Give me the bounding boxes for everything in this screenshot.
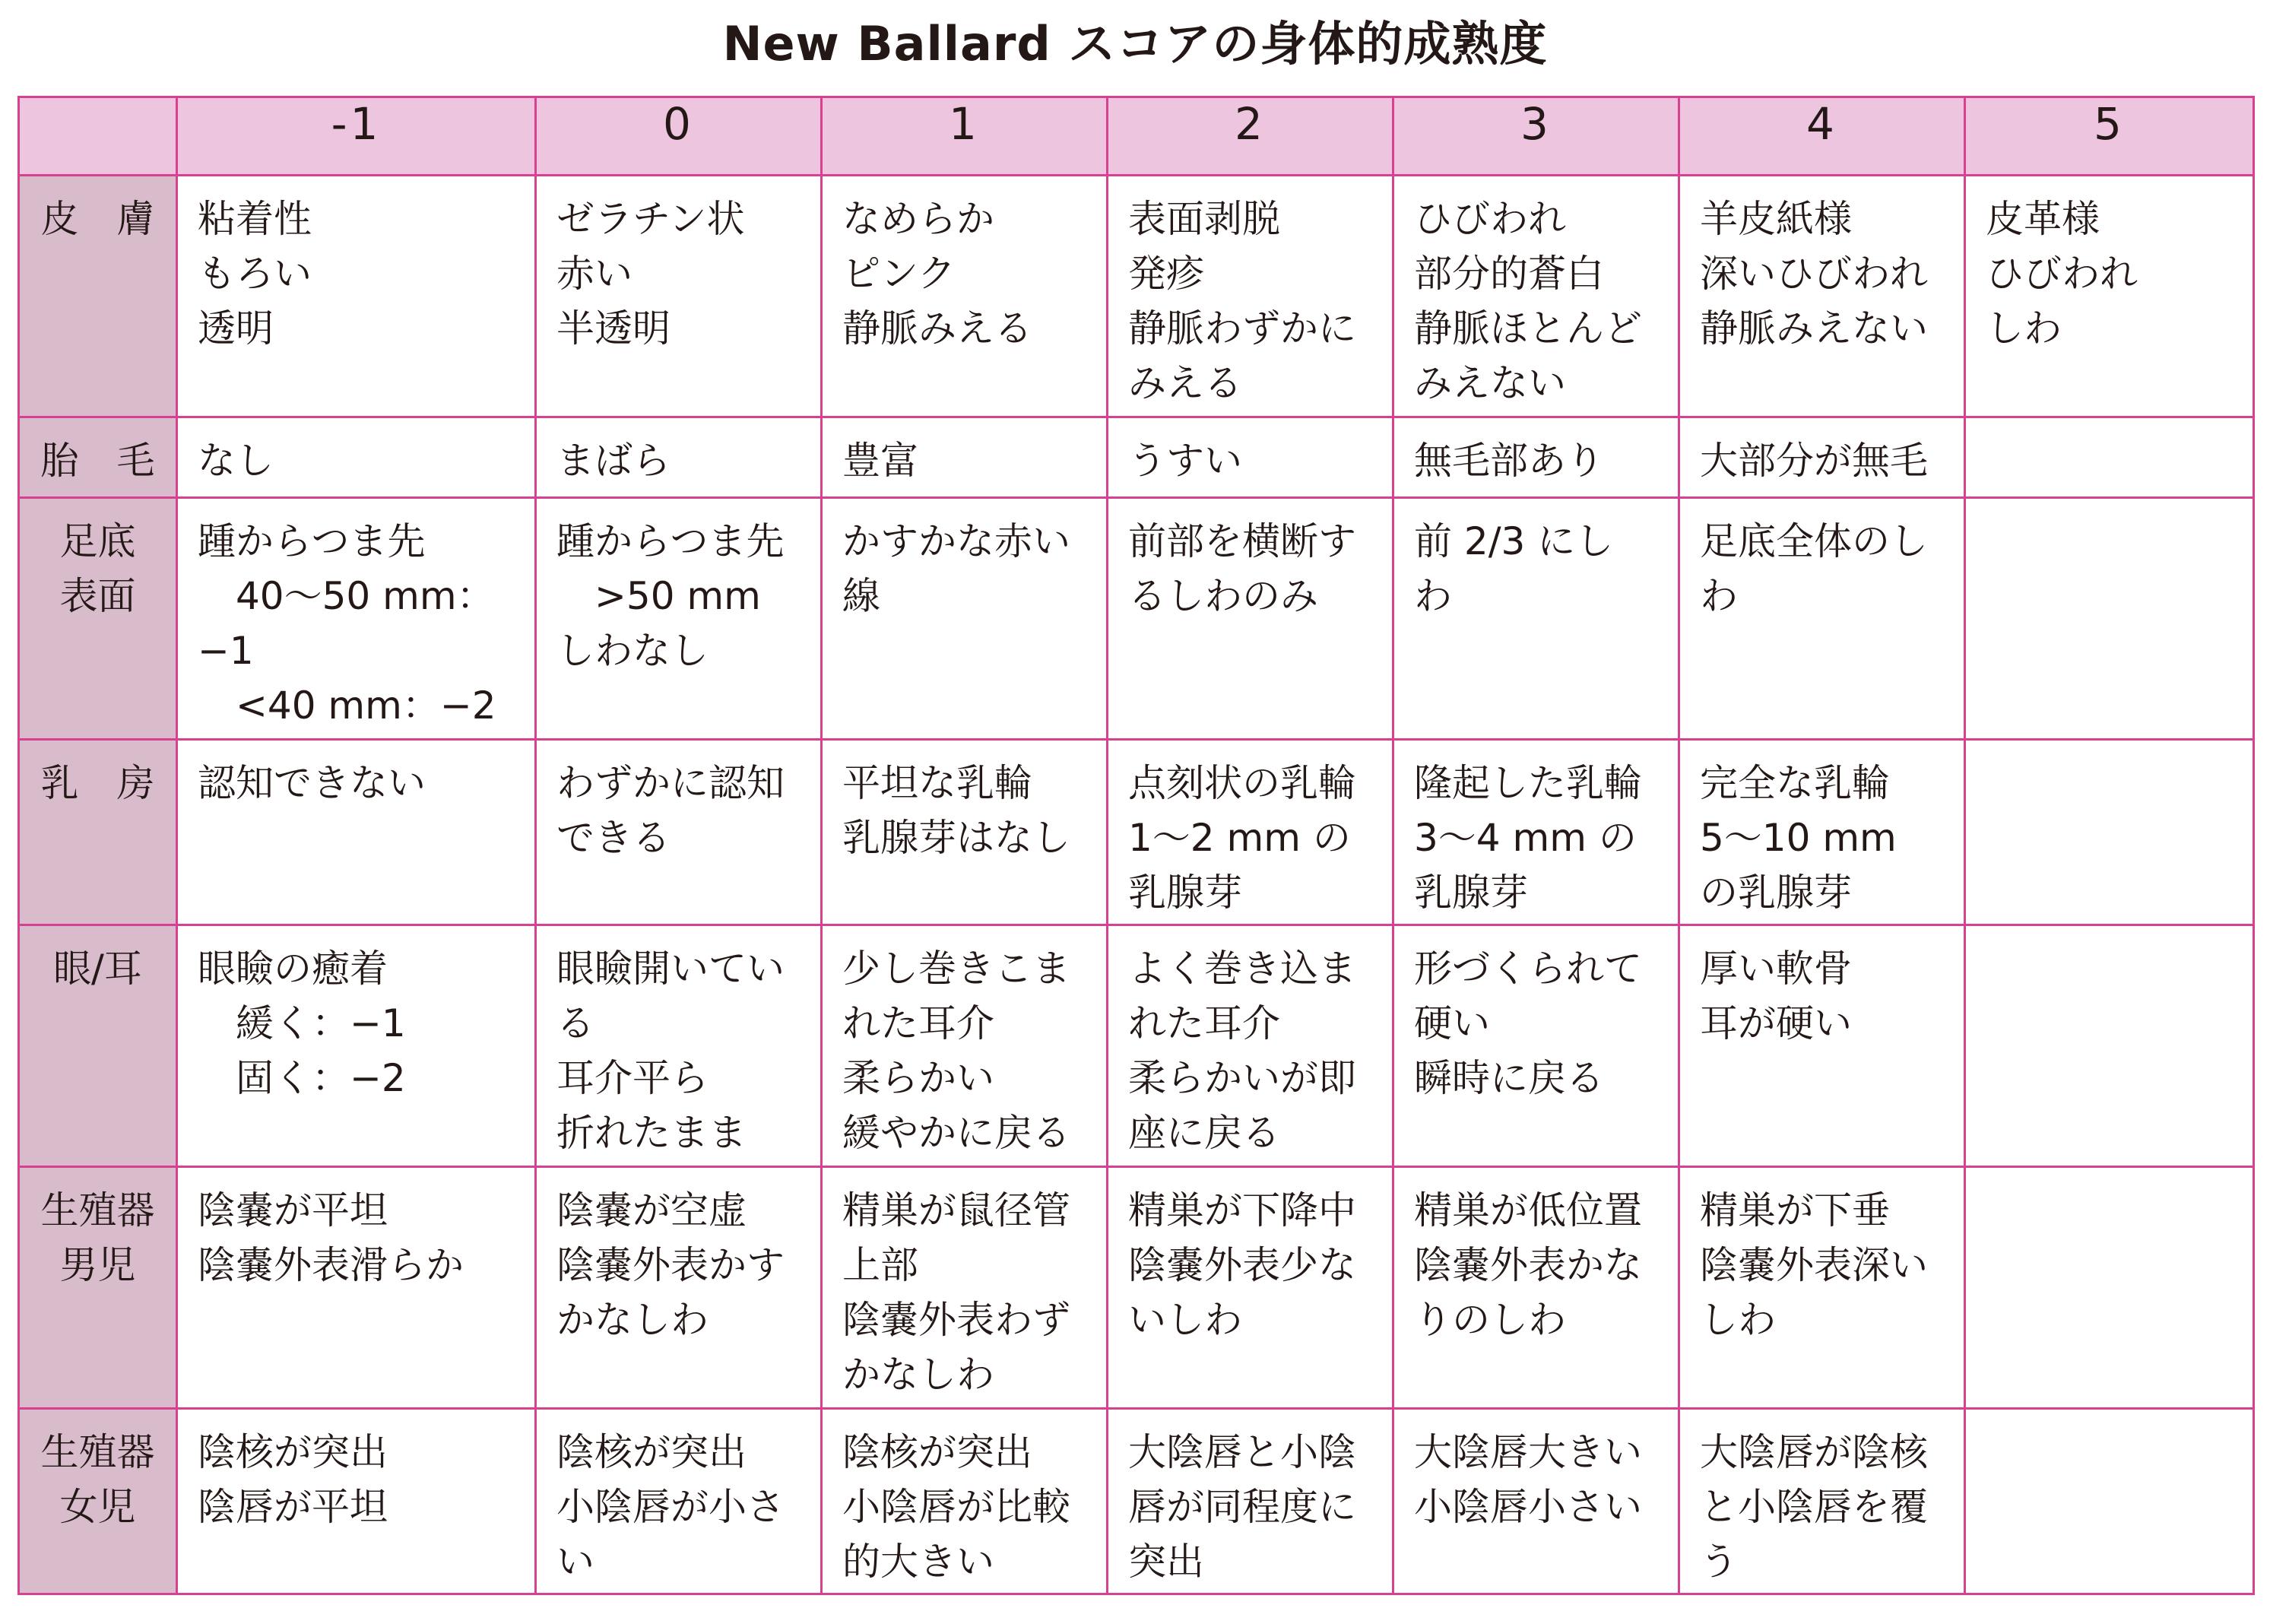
table-cell: 陰嚢が空虚 陰嚢外表かす かなしわ (536, 1167, 822, 1409)
table-cell: 表面剥脱 発疹 静脈わずかに みえる (1108, 176, 1393, 417)
table-cell: 大部分が無毛 (1679, 417, 1965, 498)
table-row (19, 740, 2254, 925)
table-cell (1965, 740, 2254, 925)
table-cell: 豊富 (822, 417, 1108, 498)
table-cell: 羊皮紙様 深いひびわれ 静脈みえない (1679, 176, 1965, 417)
table-row (19, 498, 2254, 740)
column-header: 1 (822, 97, 1108, 176)
table-row (19, 1409, 2254, 1594)
table-cell: 陰嚢が平坦 陰嚢外表滑らか (177, 1167, 536, 1409)
table-cell: 大陰唇が陰核 と小陰唇を覆 う (1679, 1409, 1965, 1594)
row-label: 眼/耳 (19, 925, 177, 1167)
table-cell (1965, 925, 2254, 1167)
table-cell: わずかに認知 できる (536, 740, 822, 925)
table-cell: 皮革様 ひびわれ しわ (1965, 176, 2254, 417)
table-cell: 大陰唇と小陰 唇が同程度に 突出 (1108, 1409, 1393, 1594)
table-cell: なし (177, 417, 536, 498)
table-cell: 精巣が下垂 陰嚢外表深い しわ (1679, 1167, 1965, 1409)
table-cell (1965, 1409, 2254, 1594)
table-cell: 少し巻きこま れた耳介 柔らかい 緩やかに戻る (822, 925, 1108, 1167)
table-cell: 点刻状の乳輪 1〜2 mm の 乳腺芽 (1108, 740, 1393, 925)
table-cell: 前部を横断す るしわのみ (1108, 498, 1393, 740)
row-label: 乳 房 (19, 740, 177, 925)
column-header: -1 (177, 97, 536, 176)
table-cell: 眼瞼の癒着 緩く：−1 固く：−2 (177, 925, 536, 1167)
table-cell (1965, 417, 2254, 498)
table-cell: 完全な乳輪 5〜10 mm の乳腺芽 (1679, 740, 1965, 925)
table-cell: 前 2/3 にし わ (1393, 498, 1679, 740)
table-cell: 踵からつま先 >50 mm しわなし (536, 498, 822, 740)
table-cell: 精巣が低位置 陰嚢外表かな りのしわ (1393, 1167, 1679, 1409)
table-cell: ゼラチン状 赤い 半透明 (536, 176, 822, 417)
table-cell: 粘着性 もろい 透明 (177, 176, 536, 417)
table-row (19, 1167, 2254, 1409)
table-cell: 隆起した乳輪 3〜4 mm の 乳腺芽 (1393, 740, 1679, 925)
column-header: 0 (536, 97, 822, 176)
column-header: 4 (1679, 97, 1965, 176)
table-cell: よく巻き込ま れた耳介 柔らかいが即 座に戻る (1108, 925, 1393, 1167)
table-cell: 足底全体のし わ (1679, 498, 1965, 740)
column-header: 3 (1393, 97, 1679, 176)
row-label: 皮 膚 (19, 176, 177, 417)
header-row (19, 97, 2254, 176)
row-label: 足底 表面 (19, 498, 177, 740)
table-cell: 認知できない (177, 740, 536, 925)
maturity-table (17, 96, 2255, 1595)
table-cell: うすい (1108, 417, 1393, 498)
table-cell: 厚い軟骨 耳が硬い (1679, 925, 1965, 1167)
table-row (19, 176, 2254, 417)
table-cell (1965, 1167, 2254, 1409)
column-header: 5 (1965, 97, 2254, 176)
table-cell: 形づくられて 硬い 瞬時に戻る (1393, 925, 1679, 1167)
table-cell: まばら (536, 417, 822, 498)
row-label: 生殖器 男児 (19, 1167, 177, 1409)
table-cell: 平坦な乳輪 乳腺芽はなし (822, 740, 1108, 925)
row-label: 生殖器 女児 (19, 1409, 177, 1594)
column-header (19, 97, 177, 176)
table-cell: 陰核が突出 陰唇が平坦 (177, 1409, 536, 1594)
table-cell: かすかな赤い 線 (822, 498, 1108, 740)
column-header: 2 (1108, 97, 1393, 176)
row-label: 胎 毛 (19, 417, 177, 498)
table-cell: 陰核が突出 小陰唇が比較 的大きい (822, 1409, 1108, 1594)
table-cell: 大陰唇大きい 小陰唇小さい (1393, 1409, 1679, 1594)
table-cell: 眼瞼開いてい る 耳介平ら 折れたまま (536, 925, 822, 1167)
table-body (19, 176, 2254, 1594)
table-cell: 精巣が鼠径管 上部 陰嚢外表わず かなしわ (822, 1167, 1108, 1409)
table-cell: 精巣が下降中 陰嚢外表少な いしわ (1108, 1167, 1393, 1409)
table-cell (1965, 498, 2254, 740)
table-cell: 踵からつま先 40〜50 mm： −1 <40 mm：−2 (177, 498, 536, 740)
table-cell: なめらか ピンク 静脈みえる (822, 176, 1108, 417)
page-title: New Ballard スコアの身体的成熟度 (722, 16, 1548, 71)
table-row (19, 925, 2254, 1167)
table-cell: 陰核が突出 小陰唇が小さ い (536, 1409, 822, 1594)
table-cell: ひびわれ 部分的蒼白 静脈ほとんど みえない (1393, 176, 1679, 417)
table-cell: 無毛部あり (1393, 417, 1679, 498)
table-row (19, 417, 2254, 498)
